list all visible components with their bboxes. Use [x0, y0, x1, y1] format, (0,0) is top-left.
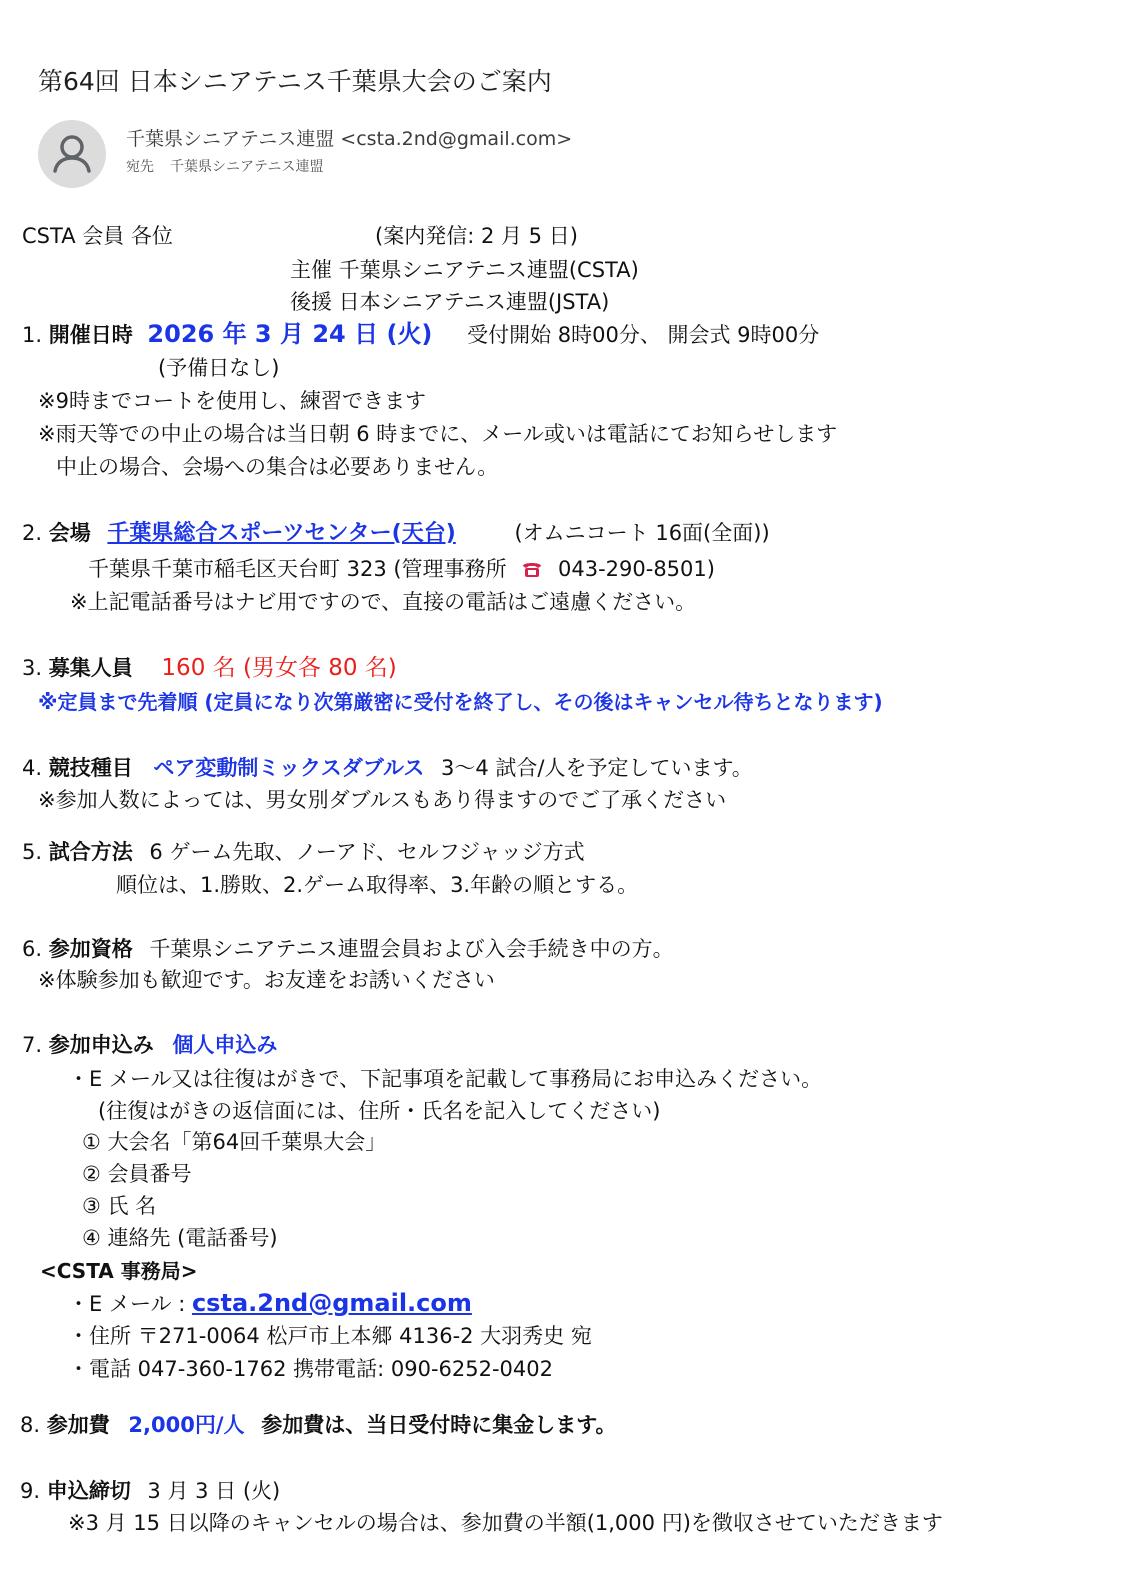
section-7-heading — [22, 1032, 277, 1058]
section-title: 競技種目 — [48, 756, 133, 780]
eligibility: 千葉県シニアテニス連盟会員および入会手続き中の方。 — [149, 937, 674, 961]
phone-icon — [521, 558, 543, 576]
section-number: 8. — [20, 1413, 41, 1437]
section-title: 会場 — [48, 521, 91, 545]
recipient-name[interactable]: 千葉県シニアテニス連盟 — [170, 159, 324, 175]
section-title: 参加費 — [46, 1413, 110, 1437]
sender-address[interactable]: 千葉県シニアテニス連盟 <csta.2nd@gmail.com> — [126, 128, 573, 150]
section-title: 申込締切 — [46, 1479, 131, 1503]
section-2-heading — [22, 520, 770, 547]
section-title: 開催日時 — [48, 323, 133, 347]
office-phone: ・電話 047-360-1762 携帯電話: 090-6252-0402 — [68, 1357, 553, 1381]
sender-avatar-icon[interactable] — [38, 120, 106, 188]
office-email-link[interactable]: csta.2nd@gmail.com — [191, 1289, 472, 1317]
host-line: 主催 千葉県シニアテニス連盟(CSTA) — [290, 258, 639, 282]
email-subject: 第64回 日本シニアテニス千葉県大会のご案内 — [38, 67, 552, 96]
section-title: 試合方法 — [48, 840, 133, 864]
event-type: ペア変動制ミックスダブルス — [153, 756, 425, 780]
doubles-note: ※参加人数によっては、男女別ダブルスもあり得ますのでご了承ください — [38, 788, 727, 812]
postcard-note: (往復はがきの返信面には、住所・氏名を記入してください) — [98, 1099, 661, 1123]
list-item: ① 大会名「第64回千葉県大会」 — [82, 1130, 387, 1154]
section-number: 4. — [22, 756, 43, 780]
reserve-day: (予備日なし) — [158, 356, 280, 380]
email-label: ・E メール : — [68, 1292, 192, 1316]
section-3-heading — [22, 655, 397, 681]
application-type: 個人申込み — [172, 1033, 278, 1057]
section-title: 募集人員 — [48, 656, 133, 680]
section-number: 2. — [22, 521, 43, 545]
capacity-note: ※定員まで先着順 (定員になり次第厳密に受付を終了し、その後はキャンセル待ちとなります) — [38, 690, 883, 714]
section-9-heading — [20, 1478, 280, 1504]
list-item: ② 会員番号 — [82, 1162, 192, 1186]
section-number: 9. — [20, 1479, 41, 1503]
recipient-line — [126, 157, 339, 177]
entry-fee: 2,000円/人 — [128, 1413, 245, 1437]
deadline: 3 月 3 日 (火) — [147, 1479, 281, 1503]
list-item: ③ 氏 名 — [82, 1194, 157, 1218]
issued-date: (案内発信: 2 月 5 日) — [375, 224, 578, 248]
apply-instruction: ・E メール又は往復はがきで、下記事項を記載して事務局にお申込みください。 — [68, 1067, 823, 1091]
fee-note: 参加費は、当日受付時に集金します。 — [261, 1413, 617, 1437]
venue-phone: 043-290-8501) — [558, 557, 715, 581]
section-number: 3. — [22, 656, 43, 680]
section-number: 6. — [22, 937, 43, 961]
capacity: 160 名 (男女各 80 名) — [161, 655, 397, 681]
venue-link[interactable]: 千葉県総合スポーツセンター(天台) — [107, 521, 456, 546]
office-address: ・住所 〒271-0064 松戸市上本郷 4136-2 大羽秀史 宛 — [68, 1324, 592, 1348]
support-line: 後援 日本シニアテニス連盟(JSTA) — [290, 290, 610, 314]
section-4-heading — [22, 755, 753, 781]
list-item: ④ 連絡先 (電話番号) — [82, 1226, 278, 1250]
cancellation-note: ※3 月 15 日以降のキャンセルの場合は、参加費の半額(1,000 円)を徴収させていただきます — [68, 1511, 943, 1535]
ranking-rule: 順位は、1.勝敗、2.ゲーム取得率、3.年齢の順とする。 — [116, 873, 639, 897]
section-1-heading — [22, 321, 819, 348]
matches-per-person: 3〜4 試合/人を予定しています。 — [441, 756, 753, 780]
section-8-heading — [20, 1412, 617, 1438]
section-number: 7. — [22, 1033, 43, 1057]
cancel-note: 中止の場合、会場への集合は必要ありません。 — [56, 455, 499, 479]
trial-note: ※体験参加も歓迎です。お友達をお誘いください — [38, 968, 495, 992]
section-number: 1. — [22, 323, 43, 347]
event-date: 2026 年 3 月 24 日 (火) — [147, 320, 433, 348]
phone-note: ※上記電話番号はナビ用ですので、直接の電話はご遠慮ください。 — [70, 590, 697, 614]
rain-note: ※雨天等での中止の場合は当日朝 6 時までに、メール或いは電話にてお知らせします — [38, 422, 838, 446]
section-title: 参加申込み — [48, 1033, 154, 1057]
section-6-heading — [22, 936, 674, 962]
match-method: 6 ゲーム先取、ノーアド、セルフジャッジ方式 — [149, 840, 585, 864]
venue-address: 千葉県千葉市稲毛区天台町 323 (管理事務所 — [88, 557, 507, 581]
event-times: 受付開始 8時00分、 開会式 9時00分 — [467, 323, 820, 347]
office-title: <CSTA 事務局> — [40, 1259, 198, 1283]
recipient-label: 宛先 — [126, 159, 154, 175]
addressee: CSTA 会員 各位 — [22, 224, 173, 248]
section-number: 5. — [22, 840, 43, 864]
venue-courts: (オムニコート 16面(全面)) — [514, 521, 770, 545]
office-email-line — [68, 1290, 472, 1317]
practice-note: ※9時までコートを使用し、練習できます — [38, 389, 426, 413]
section-5-heading — [22, 839, 585, 865]
section-title: 参加資格 — [48, 937, 133, 961]
venue-address-line — [88, 556, 715, 582]
